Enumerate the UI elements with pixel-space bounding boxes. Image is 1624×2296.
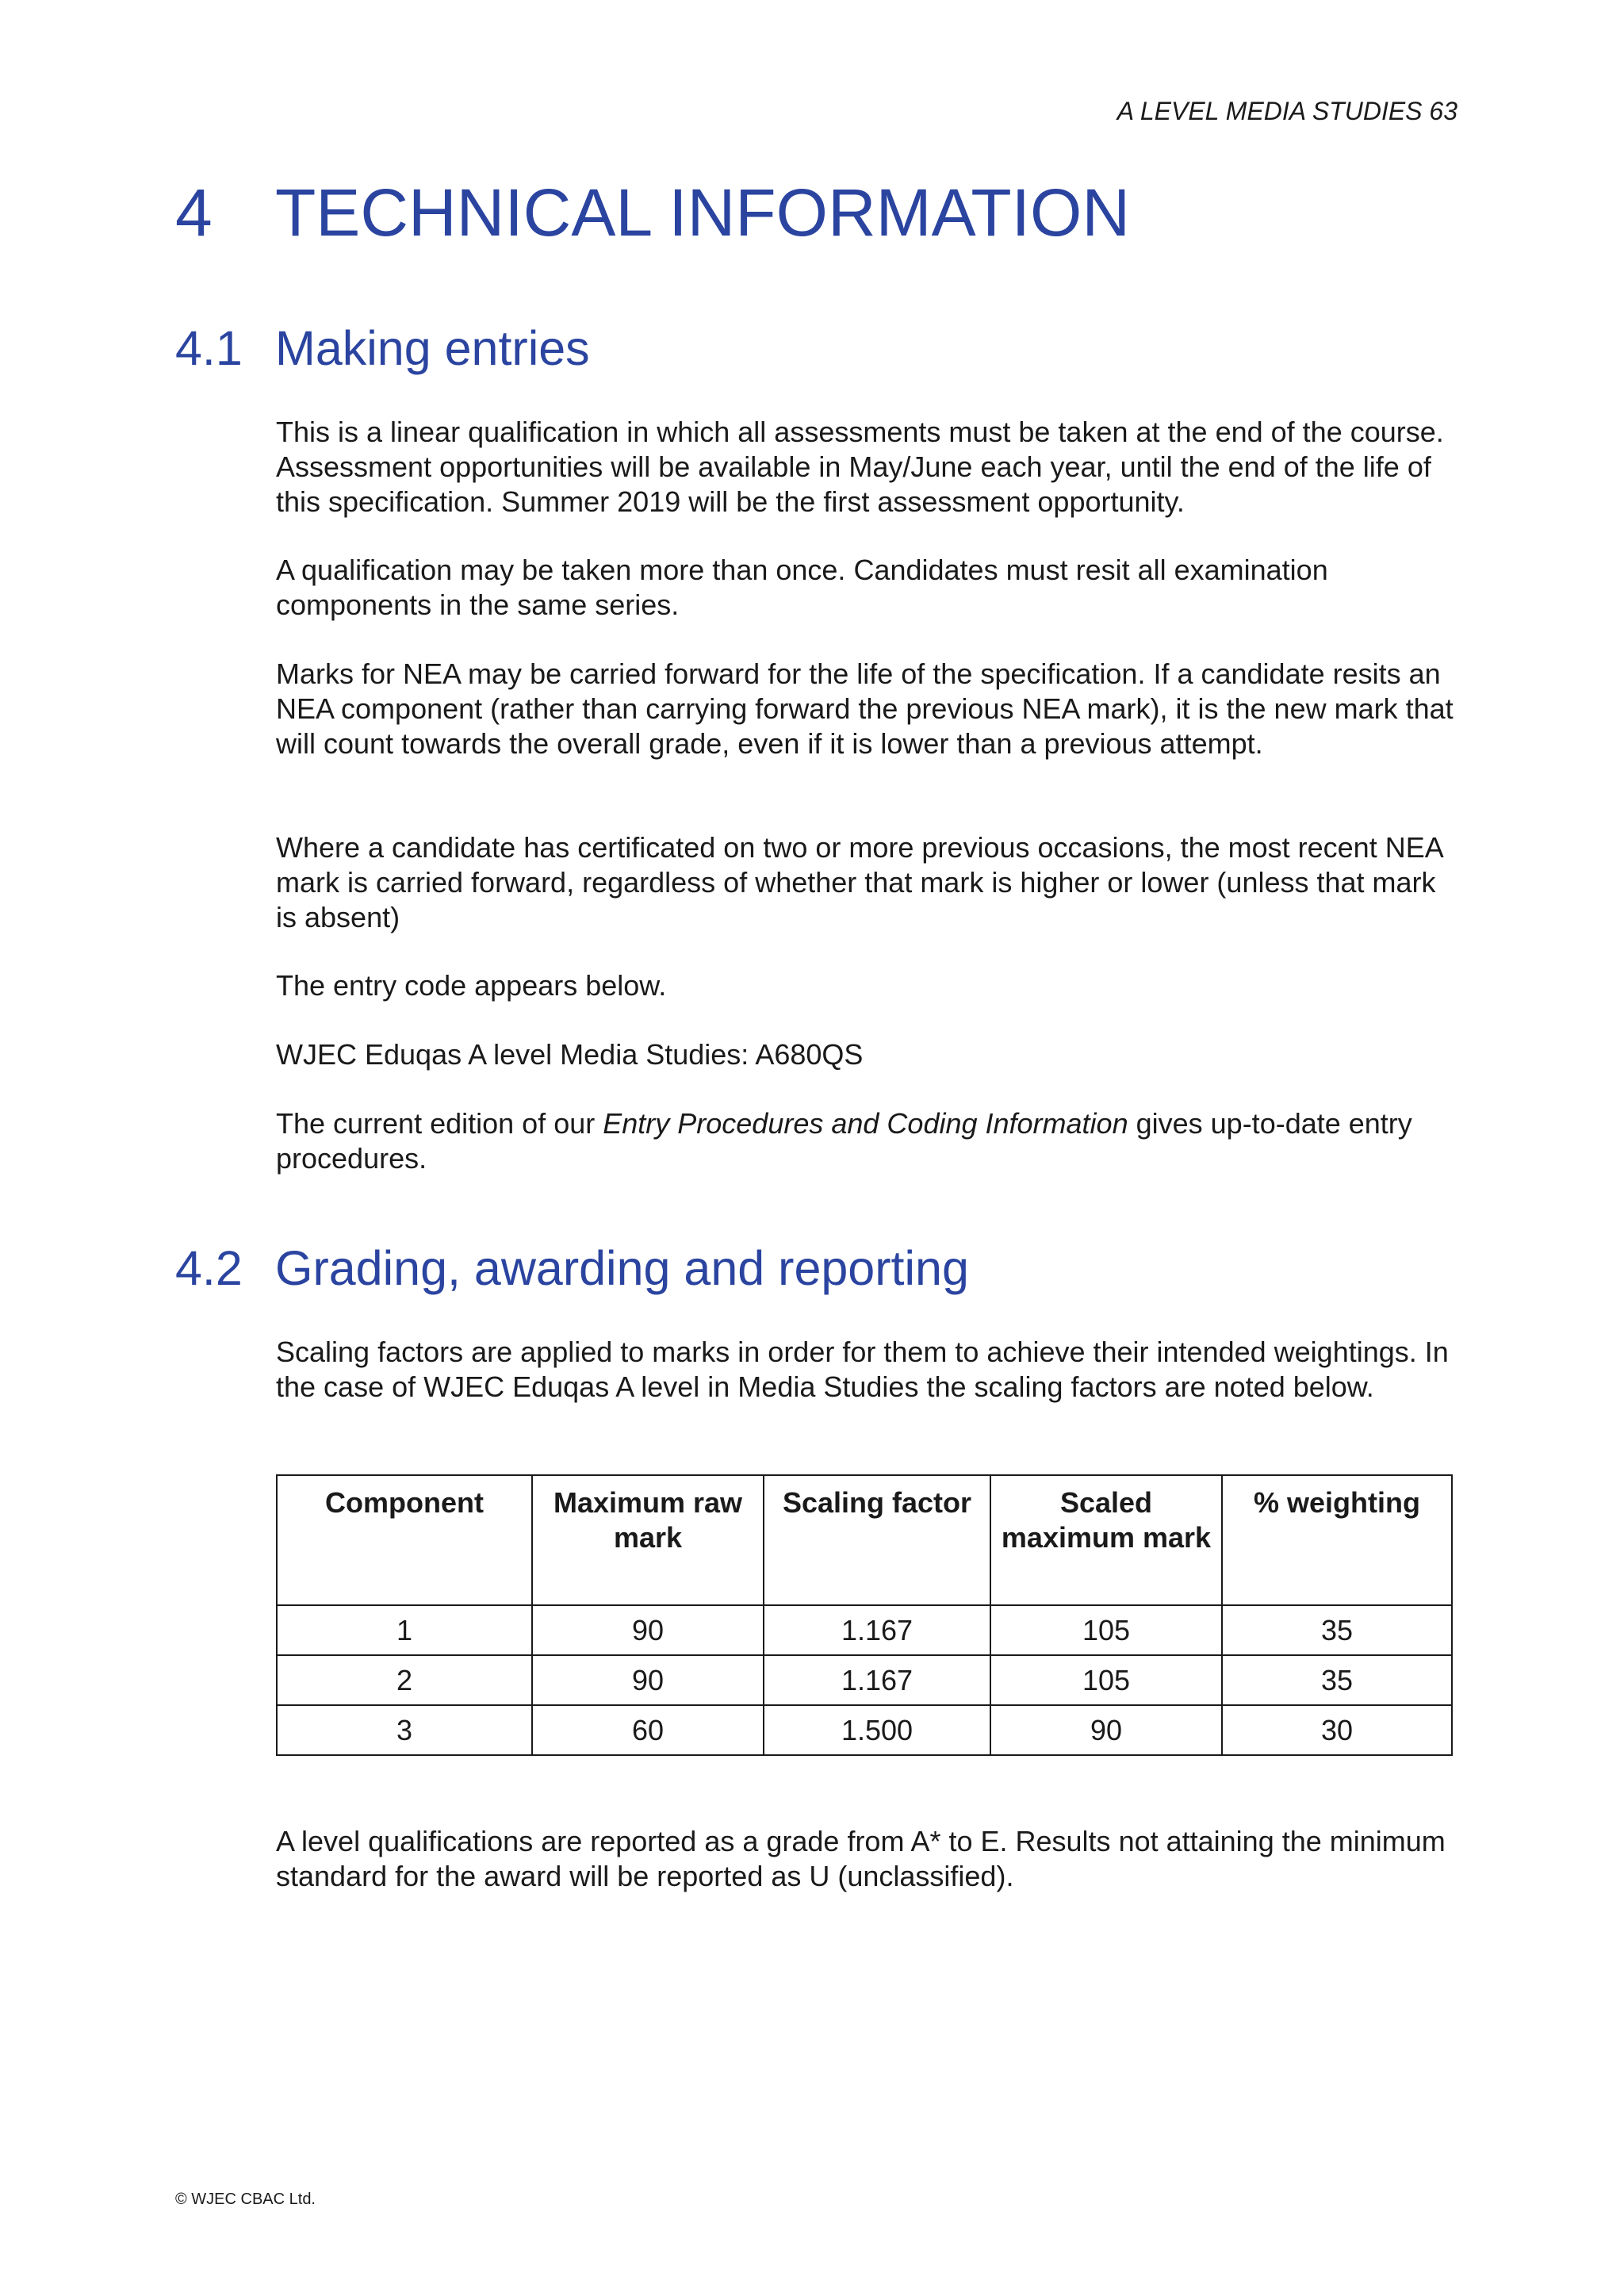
- paragraph-nea-marks: Marks for NEA may be carried forward for the life of the specification. If a candidate resits an NEA component (rather than carrying forward the previous NEA mark), it is the new mark that will count towards the overall grade, even if it is lower than a previous attempt.: [276, 657, 1454, 760]
- subsection-title: Grading, awarding and reporting: [275, 1241, 969, 1295]
- cell-component: 2: [277, 1655, 532, 1705]
- subsection-title: Making entries: [275, 321, 590, 375]
- table-row: [277, 1705, 1452, 1755]
- entry-procedures-title: Entry Procedures and Coding Information: [603, 1107, 1128, 1140]
- cell-weighting: 35: [1222, 1605, 1452, 1655]
- table-row: [277, 1605, 1452, 1655]
- table-header-row: [277, 1475, 1452, 1605]
- footer-copyright: © WJEC CBAC Ltd.: [175, 2191, 316, 2208]
- paragraph-scaling-intro: Scaling factors are applied to marks in order for them to achieve their intended weightings. In the case of WJEC Eduqas A level in Media Studies the scaling factors are noted below.: [276, 1336, 1449, 1403]
- header-component: Component: [277, 1475, 532, 1605]
- cell-max-raw-mark: 60: [532, 1705, 764, 1755]
- cell-max-raw-mark: 90: [532, 1655, 764, 1705]
- subsection-number: 4.2: [175, 1241, 243, 1295]
- cell-scaling-factor: 1.167: [764, 1655, 990, 1705]
- header-weighting: % weighting: [1222, 1475, 1452, 1605]
- subsection-heading-grading: [175, 1242, 969, 1295]
- scaling-factors-table: [276, 1474, 1453, 1756]
- cell-scaling-factor: 1.167: [764, 1605, 990, 1655]
- cell-scaled-max-mark: 105: [990, 1655, 1222, 1705]
- subsection-heading-making-entries: [175, 322, 590, 375]
- cell-component: 3: [277, 1705, 532, 1755]
- table-row: [277, 1655, 1452, 1705]
- paragraph-entry-procedures: [276, 1106, 1457, 1176]
- cell-scaling-factor: 1.500: [764, 1705, 990, 1755]
- section-heading: [175, 176, 1130, 249]
- cell-max-raw-mark: 90: [532, 1605, 764, 1655]
- paragraph-entry-code: WJEC Eduqas A level Media Studies: A680QS: [276, 1038, 864, 1071]
- paragraph-entry-code-intro: The entry code appears below.: [276, 969, 667, 1002]
- entry-procedures-prefix: The current edition of our: [276, 1107, 603, 1140]
- section-number: 4: [175, 175, 213, 250]
- cell-weighting: 30: [1222, 1705, 1452, 1755]
- entry-procedures-suffix: gives up-to-date entry procedures.: [276, 1107, 1412, 1175]
- cell-scaled-max-mark: 105: [990, 1605, 1222, 1655]
- header-scaled-max-mark: Scaled maximum mark: [990, 1475, 1222, 1605]
- subsection-number: 4.1: [175, 321, 243, 375]
- cell-scaled-max-mark: 90: [990, 1705, 1222, 1755]
- header-scaling-factor: Scaling factor: [764, 1475, 990, 1605]
- header-max-raw-mark: Maximum raw mark: [532, 1475, 764, 1605]
- paragraph-resit: A qualification may be taken more than once. Candidates must resit all examination components in the same series.: [276, 554, 1328, 621]
- running-header: A LEVEL MEDIA STUDIES 63: [1116, 97, 1457, 125]
- cell-component: 1: [277, 1605, 532, 1655]
- section-title: TECHNICAL INFORMATION: [275, 175, 1131, 250]
- paragraph-linear-qualification: This is a linear qualification in which all assessments must be taken at the end of the course. Assessment opportunities will be available in May/June each year, until the end of the life of this specification. Summer 2019 will be the first assessment opportunity.: [276, 416, 1444, 518]
- paragraph-grading-report: A level qualifications are reported as a grade from A* to E. Results not attaining the minimum standard for the award will be reported as U (unclassified).: [276, 1825, 1446, 1892]
- cell-weighting: 35: [1222, 1655, 1452, 1705]
- paragraph-certificated: Where a candidate has certificated on two or more previous occasions, the most recent NEA mark is carried forward, regardless of whether that mark is higher or lower (unless that mark is absent): [276, 831, 1442, 933]
